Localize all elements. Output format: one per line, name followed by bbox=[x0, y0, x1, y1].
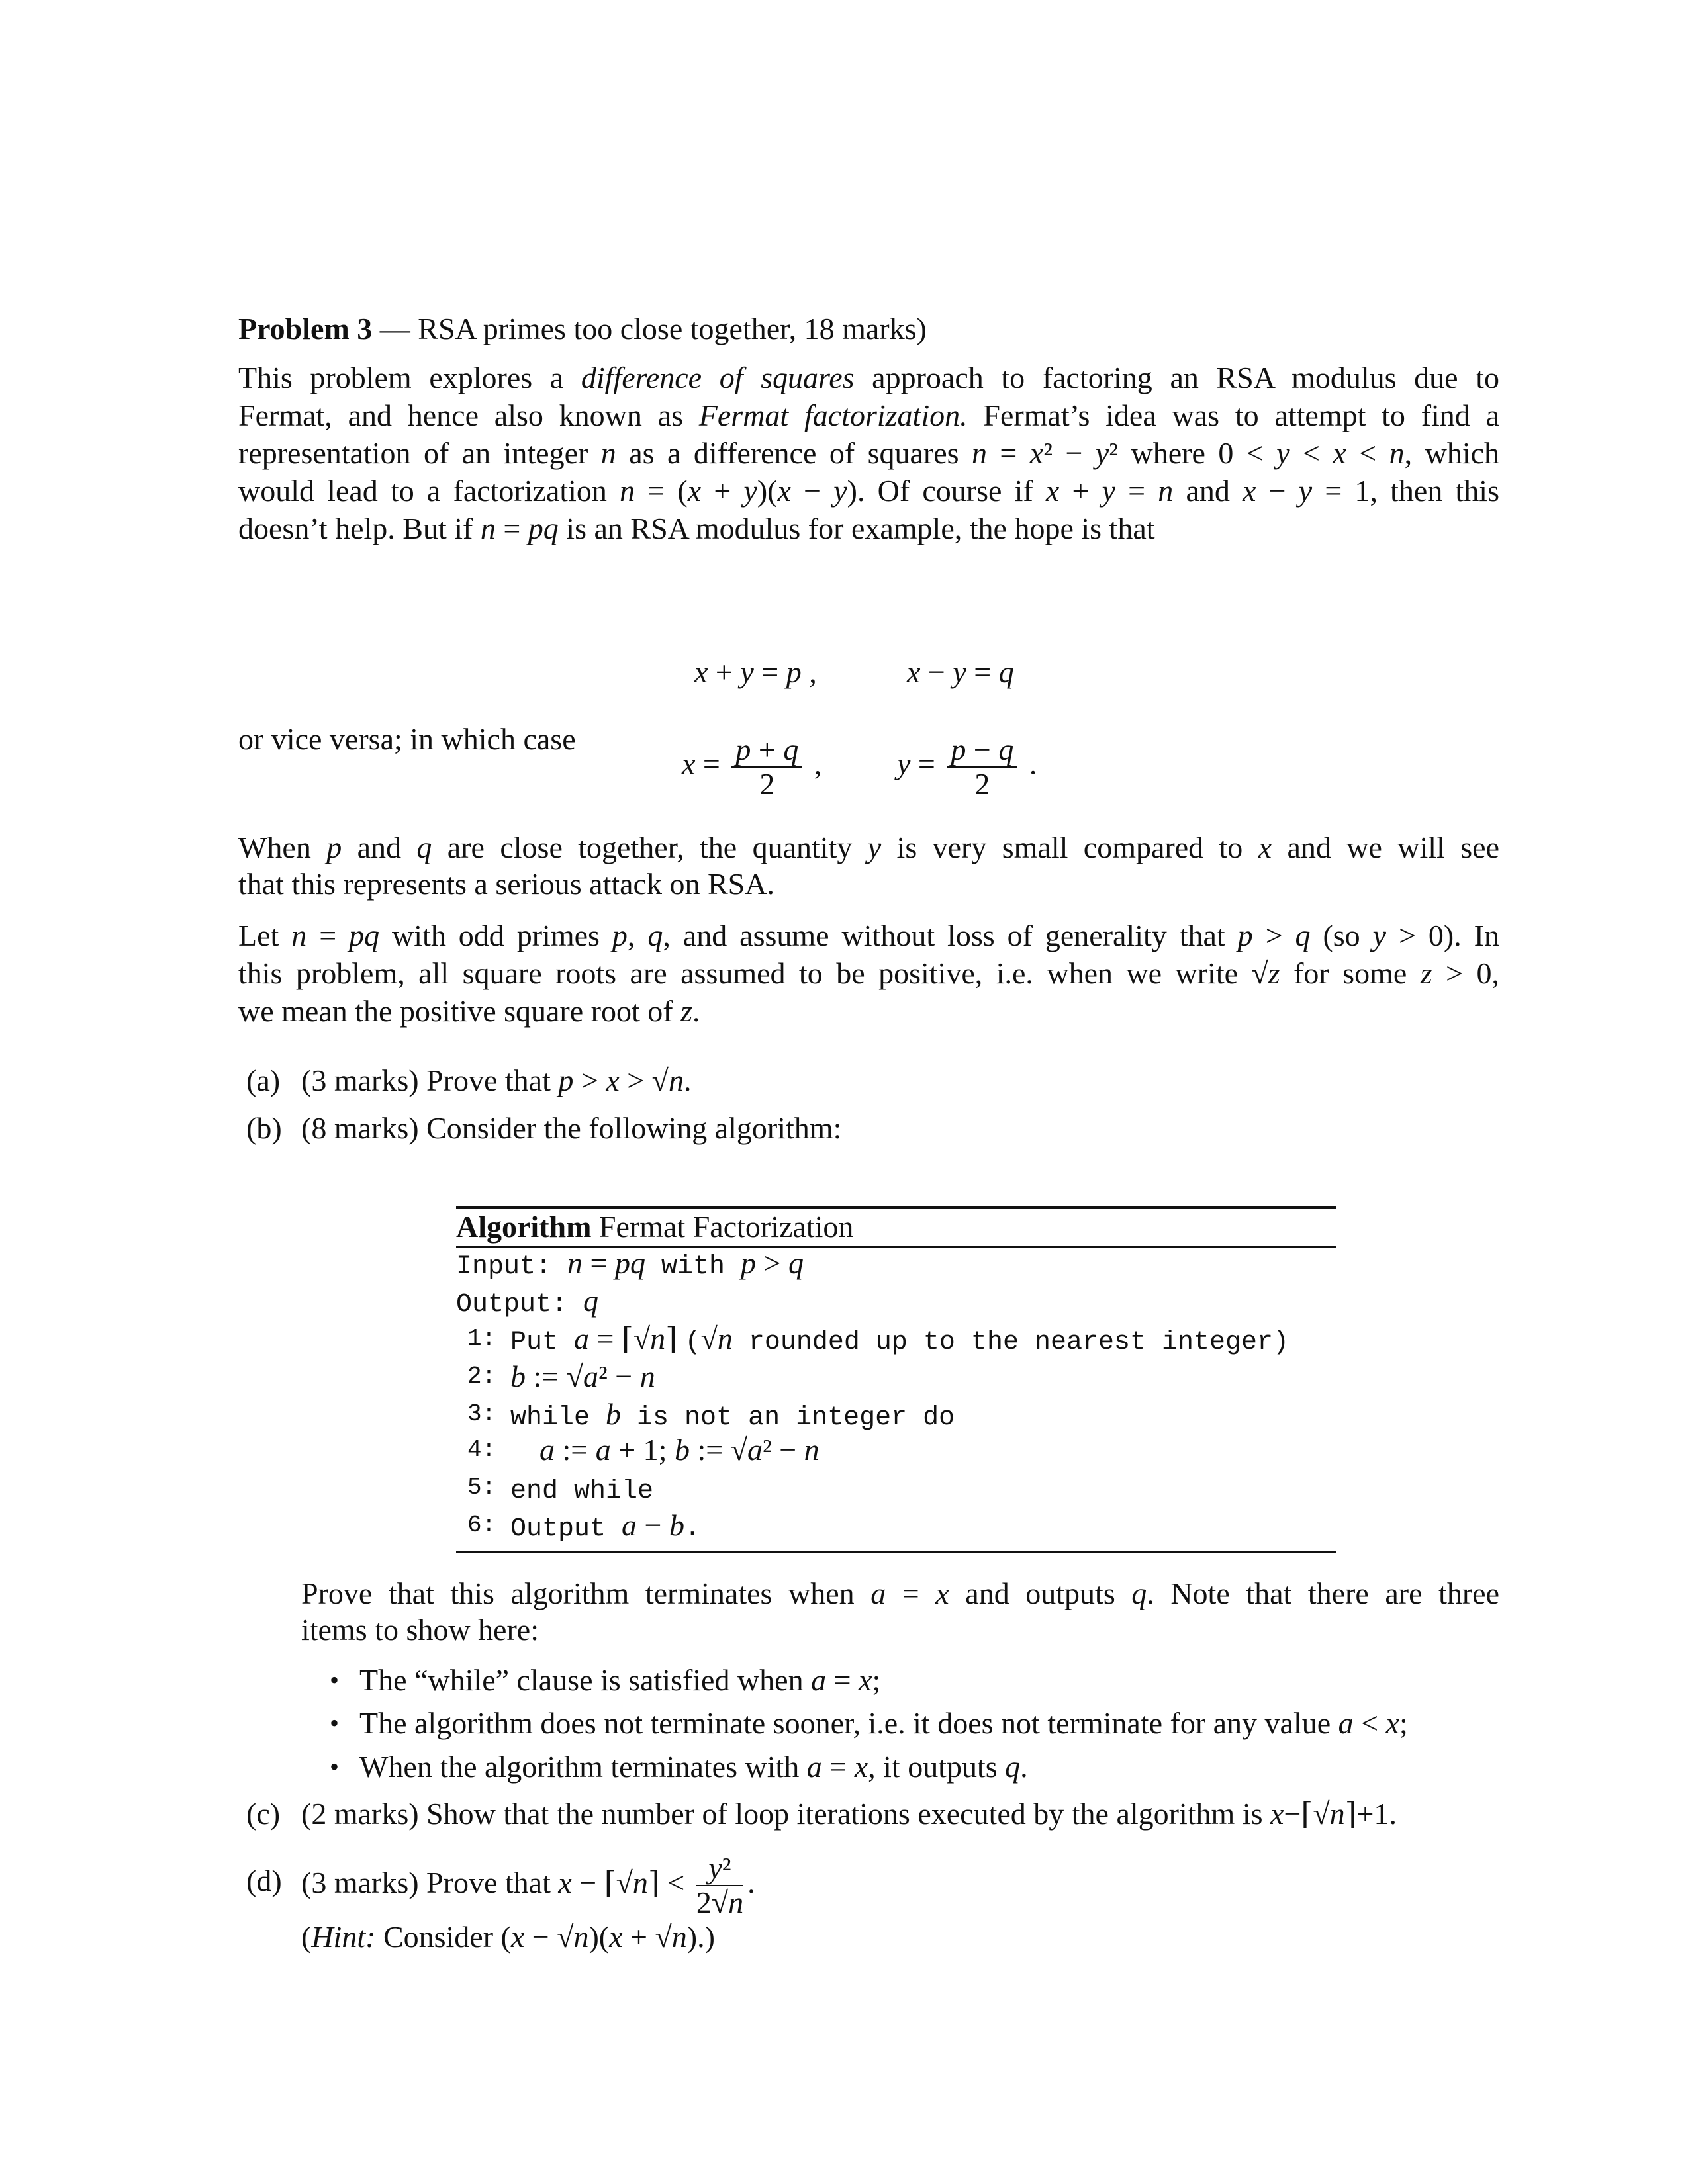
text-segment: while bbox=[510, 1403, 606, 1433]
text-segment: , bbox=[627, 919, 648, 952]
text-segment: ² − bbox=[1043, 436, 1096, 470]
math-symbol: n bbox=[650, 1322, 666, 1355]
math-symbol: n bbox=[1158, 474, 1174, 508]
denominator bbox=[696, 1886, 743, 1919]
algorithm-step bbox=[510, 1469, 653, 1510]
math-symbol: x bbox=[1333, 436, 1346, 470]
text-segment: − bbox=[790, 474, 834, 508]
text-segment: = bbox=[583, 1246, 615, 1280]
text-segment: — RSA primes too close together, 18 marks) bbox=[372, 312, 927, 345]
text-segment: > bbox=[756, 1246, 788, 1280]
text-segment: (3 marks) Prove that bbox=[301, 1064, 559, 1097]
text-segment: and bbox=[342, 831, 417, 864]
text-segment: and outputs bbox=[949, 1576, 1132, 1610]
math-symbol: a bbox=[622, 1508, 637, 1542]
text-segment: Problem 3 bbox=[238, 312, 373, 345]
text-segment: 2√ bbox=[696, 1886, 729, 1920]
step-number: 4: bbox=[467, 1436, 496, 1463]
text-segment: := √ bbox=[526, 1359, 583, 1393]
text-segment: + √ bbox=[622, 1920, 672, 1954]
intro-line bbox=[238, 397, 1499, 434]
math-symbol: b bbox=[510, 1359, 526, 1393]
math-symbol: x bbox=[854, 1750, 868, 1784]
math-symbol: q bbox=[1295, 919, 1311, 952]
step-number: 6: bbox=[467, 1512, 496, 1539]
part-b-text bbox=[301, 1110, 841, 1147]
text-segment: > 0, bbox=[1432, 956, 1499, 990]
math-symbol: b bbox=[674, 1433, 690, 1467]
text-segment: 2 bbox=[974, 767, 990, 801]
math-symbol: y bbox=[867, 831, 882, 864]
text-segment: representation of an integer bbox=[238, 436, 601, 470]
math-symbol: p bbox=[951, 733, 966, 766]
text-segment: , and assume without loss of generality that bbox=[663, 919, 1238, 952]
algorithm-output bbox=[456, 1283, 598, 1324]
math-symbol: y bbox=[833, 474, 847, 508]
text-segment: as a difference of squares bbox=[616, 436, 972, 470]
text-segment: Prove that this algorithm terminates when bbox=[301, 1576, 871, 1610]
text-segment: > bbox=[573, 1064, 606, 1097]
math-symbol: y bbox=[708, 1851, 722, 1886]
text-segment: = bbox=[753, 655, 786, 689]
math-symbol: x bbox=[606, 1064, 620, 1097]
math-symbol: pq bbox=[614, 1246, 645, 1280]
text-segment: is an RSA modulus for example, the hope is that bbox=[558, 512, 1155, 545]
step-number: 1: bbox=[467, 1325, 496, 1352]
math-symbol: p bbox=[741, 1246, 757, 1280]
math-symbol: difference of squares bbox=[581, 361, 855, 394]
fraction-tail bbox=[747, 1866, 755, 1899]
fraction bbox=[947, 733, 1017, 801]
text-segment: , which bbox=[1404, 436, 1500, 470]
text-segment: When bbox=[238, 831, 327, 864]
vice-versa-text bbox=[238, 721, 1499, 758]
math-symbol: pq bbox=[349, 919, 380, 952]
text-segment: − bbox=[966, 733, 999, 766]
text-segment: , it outputs bbox=[868, 1750, 1006, 1784]
text-segment: )( bbox=[588, 1920, 610, 1954]
text-segment: with odd primes bbox=[379, 919, 612, 952]
math-symbol: y bbox=[1298, 474, 1313, 508]
math-symbol: n bbox=[668, 1064, 684, 1097]
text-segment: approach to factoring an RSA modulus due to bbox=[854, 361, 1499, 394]
text-segment: √ bbox=[700, 1322, 718, 1355]
algorithm-step bbox=[510, 1396, 955, 1437]
step-number: 3: bbox=[467, 1400, 496, 1428]
fraction-y bbox=[897, 733, 1037, 801]
text-segment: < bbox=[1353, 1706, 1386, 1740]
text-segment: > √ bbox=[619, 1064, 669, 1097]
math-symbol: y bbox=[953, 655, 966, 689]
text-segment: = bbox=[886, 1576, 936, 1610]
math-symbol: y bbox=[1276, 436, 1290, 470]
math-symbol: y bbox=[1372, 919, 1387, 952]
math-symbol: a bbox=[870, 1576, 886, 1610]
text-segment: Consider ( bbox=[375, 1920, 511, 1954]
text-segment: . bbox=[692, 994, 700, 1028]
text-segment: is very small compared to bbox=[881, 831, 1258, 864]
fraction-lhs bbox=[897, 747, 935, 781]
prove-line bbox=[301, 1612, 1562, 1649]
text-segment: = bbox=[495, 512, 528, 545]
part-c-label: (c) bbox=[246, 1797, 281, 1831]
text-segment: = bbox=[1115, 474, 1158, 508]
numerator bbox=[696, 1852, 743, 1885]
fraction bbox=[696, 1852, 743, 1919]
part-d-text bbox=[301, 1833, 755, 1933]
math-symbol: n bbox=[632, 1866, 648, 1899]
text-segment: + bbox=[708, 655, 741, 689]
let-line bbox=[238, 955, 1499, 992]
text-segment: Fermat Factorization bbox=[591, 1210, 854, 1244]
text-segment: + bbox=[1059, 474, 1102, 508]
text-segment: 2 bbox=[759, 767, 775, 801]
text-segment: + 1; bbox=[610, 1433, 675, 1467]
bullet-item bbox=[359, 1749, 1028, 1786]
math-symbol: x bbox=[935, 1576, 949, 1610]
math-symbol: x bbox=[1258, 831, 1272, 864]
math-symbol: y bbox=[1102, 474, 1115, 508]
text-segment: Algorithm bbox=[456, 1210, 592, 1244]
math-symbol: x bbox=[558, 1866, 572, 1899]
math-symbol: y bbox=[1095, 436, 1109, 470]
text-segment: > bbox=[1252, 919, 1295, 952]
text-segment: . bbox=[683, 1064, 692, 1097]
math-symbol: q bbox=[416, 831, 432, 864]
prove-line bbox=[301, 1575, 1499, 1612]
math-symbol: n bbox=[1329, 1797, 1345, 1831]
math-symbol: a bbox=[539, 1433, 555, 1467]
text-segment: + bbox=[751, 733, 784, 766]
text-segment: and bbox=[1173, 474, 1243, 508]
text-segment: ).) bbox=[686, 1920, 715, 1954]
math-symbol: a bbox=[583, 1359, 598, 1393]
part-a-label: (a) bbox=[246, 1064, 281, 1097]
text-segment: rounded up to the nearest integer) bbox=[732, 1328, 1289, 1357]
fraction-x bbox=[682, 733, 821, 801]
text-segment: ² − bbox=[598, 1359, 640, 1393]
text-segment: + bbox=[701, 474, 744, 508]
math-symbol: n bbox=[620, 474, 635, 508]
text-segment: are close together, the quantity bbox=[432, 831, 868, 864]
algorithm-step bbox=[539, 1432, 820, 1469]
math-symbol: Fermat factorization. bbox=[698, 398, 968, 432]
text-segment: for some bbox=[1280, 956, 1421, 990]
intro-line bbox=[238, 435, 1499, 472]
math-symbol: n bbox=[1389, 436, 1405, 470]
algorithm-step bbox=[510, 1507, 700, 1548]
math-symbol: p bbox=[735, 733, 751, 766]
algorithm-bottom-rule bbox=[456, 1551, 1336, 1553]
text-segment: Let bbox=[238, 919, 292, 952]
text-segment: and we will see bbox=[1272, 831, 1499, 864]
math-symbol: q bbox=[1005, 1750, 1021, 1784]
text-segment: Output bbox=[510, 1514, 622, 1544]
text-segment: < bbox=[1289, 436, 1333, 470]
math-symbol: p bbox=[558, 1064, 574, 1097]
math-symbol: z bbox=[1420, 956, 1432, 990]
text-segment: > 0). In bbox=[1386, 919, 1499, 952]
math-symbol: y bbox=[740, 655, 754, 689]
math-symbol: x bbox=[694, 655, 708, 689]
math-symbol: q bbox=[783, 733, 799, 766]
equation-x-plus-y bbox=[694, 654, 817, 691]
math-symbol: x bbox=[907, 655, 921, 689]
text-segment: := √ bbox=[689, 1433, 747, 1467]
text-segment: := bbox=[555, 1433, 596, 1467]
hint-text bbox=[301, 1919, 715, 1956]
fraction-lhs bbox=[682, 747, 720, 781]
bullet-item bbox=[359, 1662, 880, 1699]
math-symbol: p bbox=[612, 919, 628, 952]
numerator bbox=[947, 733, 1017, 766]
math-symbol: n bbox=[291, 919, 307, 952]
bullet-item bbox=[359, 1705, 1408, 1742]
text-segment: = bbox=[306, 919, 350, 952]
text-segment: , bbox=[814, 747, 822, 781]
math-symbol: n bbox=[728, 1886, 744, 1920]
math-symbol: n bbox=[639, 1359, 655, 1393]
text-segment: ⌉+1. bbox=[1344, 1797, 1397, 1831]
text-segment: When the algorithm terminates with bbox=[359, 1750, 807, 1784]
text-segment: = 1, then this bbox=[1312, 474, 1499, 508]
text-segment: with bbox=[645, 1252, 741, 1282]
part-d-statement bbox=[301, 1866, 684, 1899]
math-symbol: n bbox=[971, 436, 987, 470]
text-segment: The “while” clause is satisfied when bbox=[359, 1663, 812, 1697]
text-segment: − bbox=[920, 655, 953, 689]
math-symbol: q bbox=[998, 733, 1014, 766]
math-symbol: n bbox=[671, 1920, 687, 1954]
math-symbol: p bbox=[786, 655, 802, 689]
math-symbol: y bbox=[743, 474, 757, 508]
math-symbol: z bbox=[1268, 956, 1280, 990]
text-segment: Put bbox=[510, 1328, 575, 1357]
text-segment: ² bbox=[722, 1851, 731, 1886]
math-symbol: x bbox=[682, 747, 696, 781]
text-segment: . bbox=[1029, 747, 1037, 781]
math-symbol: n bbox=[600, 436, 616, 470]
text-segment: − bbox=[1256, 474, 1299, 508]
algorithm-input bbox=[456, 1245, 804, 1286]
math-symbol: x bbox=[859, 1663, 872, 1697]
text-segment: would lead to a factorization bbox=[238, 474, 620, 508]
step-number: 2: bbox=[467, 1363, 496, 1390]
text-segment: Output: bbox=[456, 1290, 584, 1320]
denominator bbox=[731, 768, 802, 801]
text-segment: (2 marks) Show that the number of loop iterations executed by the algorithm is bbox=[301, 1797, 1271, 1831]
math-symbol: b bbox=[669, 1508, 684, 1542]
intro-line bbox=[238, 510, 1499, 547]
math-symbol: p bbox=[326, 831, 342, 864]
algorithm-step bbox=[510, 1358, 655, 1395]
step-number: 5: bbox=[467, 1474, 496, 1501]
math-symbol: n bbox=[804, 1433, 820, 1467]
math-symbol: x bbox=[1270, 1797, 1284, 1831]
text-segment: − √ bbox=[524, 1920, 574, 1954]
math-symbol: q bbox=[788, 1246, 804, 1280]
math-symbol: x bbox=[1045, 474, 1060, 508]
text-segment: (3 marks) Prove that bbox=[301, 1866, 559, 1899]
text-segment: = ⌈√ bbox=[589, 1322, 651, 1355]
text-segment: ² − bbox=[762, 1433, 804, 1467]
math-symbol: z bbox=[680, 994, 692, 1028]
math-symbol: y bbox=[897, 747, 911, 781]
fraction bbox=[731, 733, 802, 801]
part-c-text bbox=[301, 1796, 1397, 1833]
let-line bbox=[238, 993, 1499, 1030]
text-segment: = bbox=[986, 436, 1030, 470]
text-segment: doesn’t help. But if bbox=[238, 512, 481, 545]
text-segment: . bbox=[1020, 1750, 1028, 1784]
math-symbol: n bbox=[480, 512, 496, 545]
math-symbol: x bbox=[1243, 474, 1256, 508]
algorithm-step bbox=[510, 1320, 1289, 1361]
math-symbol: b bbox=[606, 1397, 622, 1431]
math-symbol: x bbox=[609, 1920, 623, 1954]
math-symbol: x bbox=[777, 474, 791, 508]
math-symbol: x bbox=[1385, 1706, 1400, 1740]
math-symbol: q bbox=[583, 1284, 599, 1318]
text-segment: is not an integer do bbox=[621, 1403, 955, 1433]
numerator bbox=[731, 733, 802, 766]
text-segment: Fermat’s idea was to attempt to find a bbox=[967, 398, 1499, 432]
text-segment: . Note that there are three bbox=[1147, 1576, 1499, 1610]
text-segment: ( bbox=[684, 1328, 701, 1357]
fraction-tail bbox=[814, 747, 822, 781]
math-symbol: x bbox=[1029, 436, 1044, 470]
text-segment: < bbox=[1346, 436, 1389, 470]
bullet-icon: • bbox=[330, 1665, 340, 1695]
text-segment: = ( bbox=[635, 474, 688, 508]
part-b-label: (b) bbox=[246, 1111, 282, 1145]
text-segment: ; bbox=[1399, 1706, 1408, 1740]
text-segment: . bbox=[747, 1866, 755, 1899]
intro-line bbox=[238, 359, 1499, 396]
text-segment: Fermat, and hence also known as bbox=[238, 398, 699, 432]
bullet-icon: • bbox=[330, 1752, 340, 1782]
math-symbol: p bbox=[1237, 919, 1253, 952]
text-segment: The algorithm does not terminate sooner, i.e. it does not terminate for any value bbox=[359, 1706, 1338, 1740]
text-segment: ( bbox=[301, 1920, 312, 1954]
when-line bbox=[238, 866, 1499, 903]
math-symbol: a bbox=[595, 1433, 611, 1467]
math-symbol: pq bbox=[528, 512, 559, 545]
text-segment: or vice versa; in which case bbox=[238, 722, 576, 756]
math-symbol: Hint: bbox=[311, 1920, 376, 1954]
text-segment: − bbox=[637, 1508, 669, 1542]
bullet-icon: • bbox=[330, 1708, 340, 1738]
text-segment: = bbox=[910, 747, 935, 781]
text-segment: − ⌈√ bbox=[571, 1866, 633, 1899]
text-segment: ² where 0 < bbox=[1109, 436, 1277, 470]
text-segment: = bbox=[826, 1663, 859, 1697]
math-symbol: q bbox=[647, 919, 663, 952]
math-symbol: q bbox=[1131, 1576, 1147, 1610]
math-symbol: a bbox=[811, 1663, 827, 1697]
text-segment: ⌉ < bbox=[647, 1866, 685, 1899]
text-segment: end while bbox=[510, 1477, 654, 1506]
text-segment: items to show here: bbox=[301, 1613, 539, 1647]
text-segment: −⌈√ bbox=[1284, 1797, 1330, 1831]
math-symbol: a bbox=[574, 1322, 590, 1355]
text-segment: = bbox=[695, 747, 720, 781]
let-line bbox=[238, 917, 1499, 954]
math-symbol: a bbox=[806, 1750, 822, 1784]
when-line bbox=[238, 829, 1499, 866]
text-segment: = bbox=[966, 655, 999, 689]
part-d-label: (d) bbox=[246, 1864, 282, 1897]
text-segment: This problem explores a bbox=[238, 361, 581, 394]
math-symbol: a bbox=[747, 1433, 763, 1467]
text-segment: (8 marks) Consider the following algorithm: bbox=[301, 1111, 842, 1145]
math-symbol: n bbox=[567, 1246, 583, 1280]
math-symbol: n bbox=[717, 1322, 733, 1355]
text-segment: this problem, all square roots are assumed to be positive, i.e. when we write √ bbox=[238, 956, 1268, 990]
text-segment: we mean the positive square root of bbox=[238, 994, 681, 1028]
text-segment: ⌉ bbox=[665, 1322, 685, 1355]
text-segment: Input: bbox=[456, 1252, 568, 1282]
math-symbol: x bbox=[510, 1920, 525, 1954]
math-symbol: a bbox=[1338, 1706, 1354, 1740]
math-symbol: x bbox=[687, 474, 702, 508]
fraction-tail bbox=[1029, 747, 1037, 781]
text-segment: ). Of course if bbox=[847, 474, 1046, 508]
algorithm-header bbox=[456, 1208, 853, 1246]
part-a-text bbox=[301, 1062, 691, 1099]
denominator bbox=[947, 768, 1017, 801]
text-segment: . bbox=[684, 1514, 700, 1544]
equation-x-minus-y bbox=[907, 654, 1014, 691]
intro-line bbox=[238, 473, 1499, 510]
text-segment: (so bbox=[1310, 919, 1373, 952]
text-segment: = bbox=[821, 1750, 855, 1784]
text-segment: that this represents a serious attack on RSA. bbox=[238, 867, 774, 901]
math-symbol: q bbox=[998, 655, 1014, 689]
math-symbol: n bbox=[573, 1920, 589, 1954]
text-segment: , bbox=[801, 655, 817, 689]
text-segment: )( bbox=[757, 474, 778, 508]
text-segment: ; bbox=[872, 1663, 881, 1697]
problem-title bbox=[238, 310, 1499, 347]
